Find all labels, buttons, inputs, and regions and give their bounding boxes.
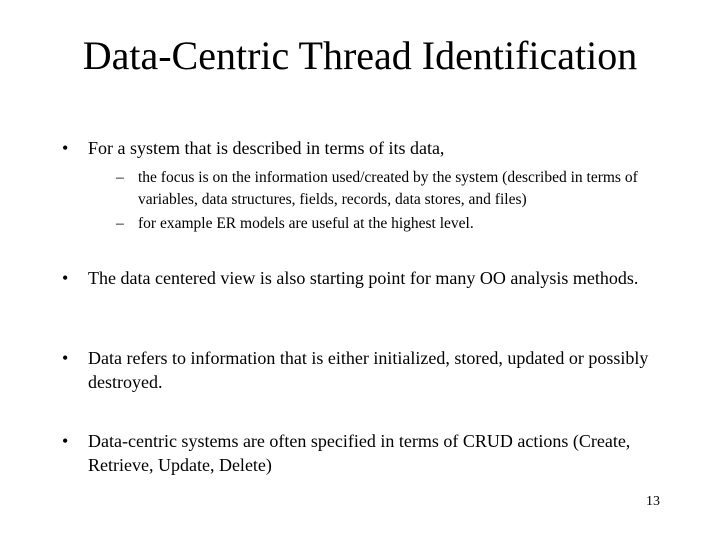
bullet-text: For a system that is described in terms of its data,: [88, 138, 445, 158]
subbullet-marker: –: [116, 215, 124, 232]
bullet-marker: •: [62, 268, 69, 288]
slide-title: Data-Centric Thread Identification: [82, 33, 638, 78]
bullet-text: Data-centric systems are often specified in terms of CRUD actions (Create, Retrieve, Update, Delete): [88, 431, 631, 475]
subbullet-marker: –: [116, 169, 124, 186]
bullet-text: The data centered view is also starting point for many OO analysis methods.: [88, 268, 639, 288]
bullet-marker: •: [62, 138, 69, 158]
bullet-3: [62, 346, 662, 394]
subbullet-text: the focus is on the information used/created by the system (described in terms of variables, data structures, fields, records, data stores, and files): [138, 169, 638, 208]
bullet-marker: •: [62, 348, 69, 368]
subbullet-text: for example ER models are useful at the highest level.: [138, 215, 474, 232]
subbullet-2: [116, 213, 662, 235]
bullet-1: [62, 136, 662, 235]
bullet-4: [62, 429, 662, 477]
bullet-marker: •: [62, 431, 69, 451]
bullet-2: [62, 266, 662, 290]
page-number: 13: [646, 494, 660, 509]
bullet-text: Data refers to information that is either initialized, stored, updated or possibly destroyed.: [88, 348, 649, 392]
subbullet-1: [116, 167, 662, 211]
